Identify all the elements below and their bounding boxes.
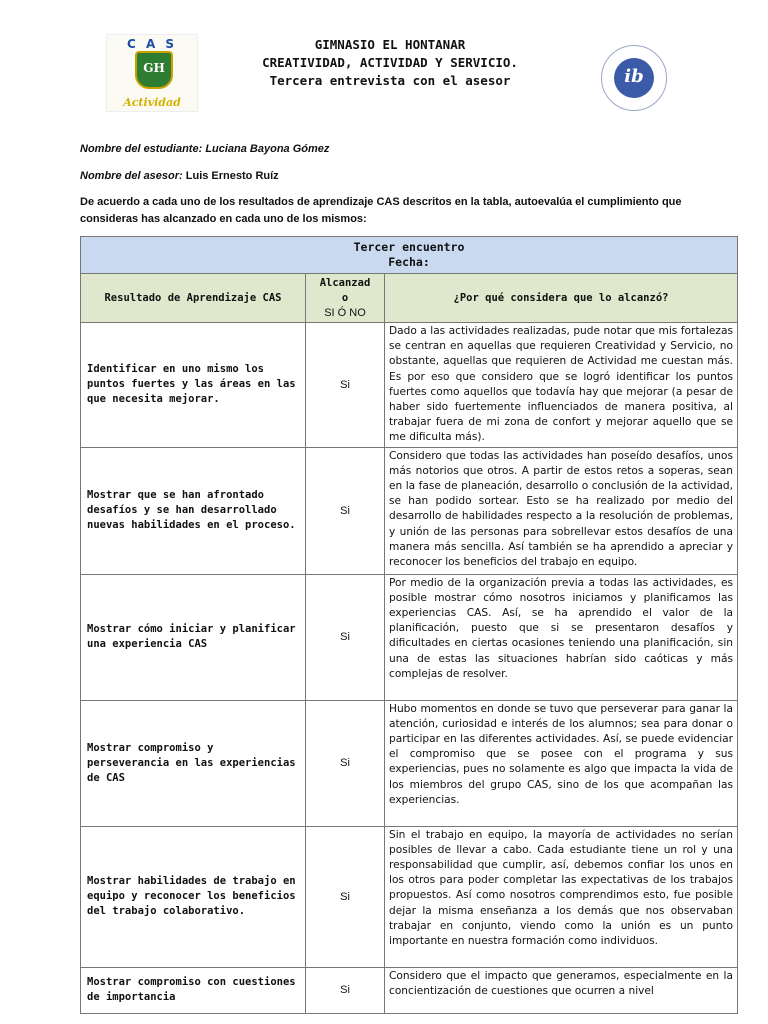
reason-cell: Considero que el impacto que generamos, especialmente en la concientización de cuestiones que ocurren a nivel [385, 967, 738, 1013]
cas-logo [106, 34, 198, 112]
table-row [81, 826, 738, 967]
document-subtitle: Tercera entrevista con el asesor [269, 73, 511, 88]
advisor-name: Luis Ernesto Ruíz [185, 170, 279, 182]
program-name: CREATIVIDAD, ACTIVIDAD Y SERVICIO. [262, 55, 518, 70]
reason-cell: Considero que todas las actividades han poseído desafíos, unos más notorios que otros. A partir de estos retos a soperas, sean en la fase de planeación, desarrollo o conclusión de la actividad, se han podido sortear. Esto se ha realizado por medio del desarrollo de habilidades respecto a la resolución de problemas, y unión de las personas para sobrellevar estos desafíos de una manera más sencilla. Así también se ha aprendido a apreciar y reconocer los beneficios del trabajo en equipo. [385, 447, 738, 574]
header-titles [200, 36, 580, 90]
table-header-row [81, 274, 738, 323]
reason-cell: Dado a las actividades realizadas, pude notar que mis fortalezas se centran en aquellas que requieren Creatividad y Servicio, no obstante, aquellas que requieren de Actividad me cuestan más. Es por eso que considero que se logró identificar los puntos fuertes como aquellos que todavía hay que mejorar (a pesar de haber sido fuertemente influenciados de manera positiva, al trabajar fuera de mi zona de confort y mejorar aquello que se me dificulta más). [385, 323, 738, 448]
header-reason: ¿Por qué considera que lo alcanzó? [385, 274, 738, 323]
ib-logo-icon [614, 58, 654, 98]
ib-logo-letters: ib [624, 66, 644, 87]
achieved-cell: Si [306, 826, 385, 967]
table-row [81, 967, 738, 1013]
document-header [0, 34, 768, 124]
reason-cell: Por medio de la organización previa a todas las actividades, es posible mostrar cómo nosotros iniciamos y planificamos las experiencias CAS. Así, se ha aprendido el valor de la planificación, puesto que si se presentaron desafíos y dificultades en ciertas ocasiones teniendo una planificación, sin una de estas las situaciones habrían sido caóticas y más complejas de resolver. [385, 574, 738, 700]
outcome-cell: Mostrar habilidades de trabajo en equipo y reconocer los beneficios del trabajo colaborativo. [81, 826, 306, 967]
header-outcome: Resultado de Aprendizaje CAS [81, 274, 306, 323]
student-name: Luciana Bayona Gómez [205, 143, 330, 155]
outcome-cell: Mostrar cómo iniciar y planificar una experiencia CAS [81, 574, 306, 700]
table-caption-row [81, 237, 738, 274]
achieved-cell: Si [306, 323, 385, 448]
outcome-cell: Mostrar que se han afrontado desafíos y se han desarrollado nuevas habilidades en el proceso. [81, 447, 306, 574]
reason-cell: Sin el trabajo en equipo, la mayoría de actividades no serían posibles de llevar a cabo. Cada estudiante tiene un rol y una responsabilidad que cumplir, así, debemos confiar los unos en los otros para poder completar las expectativas de los trabajos propuestos. Así como nosotros comprendimos esto, fue posible dejar la misma enseñanza a los demás que nos observaban trabajar en conjunto, viendo como la unión es un punto importante en nuestra formación como individuos. [385, 826, 738, 967]
student-name-line [80, 143, 740, 155]
instructions: De acuerdo a cada uno de los resultados de aprendizaje CAS descritos en la tabla, autoevalúa el cumplimiento que consideras has alcanzado en cada uno de los mismos: [80, 196, 682, 225]
school-name: GIMNASIO EL HONTANAR [314, 37, 466, 52]
achieved-cell: Si [306, 967, 385, 1013]
table-row [81, 700, 738, 826]
cas-outcomes-table [80, 236, 738, 1014]
outcome-cell: Mostrar compromiso con cuestiones de importancia [81, 967, 306, 1013]
cas-logo-left-border [115, 49, 129, 93]
header-achieved-line1: Alcanzad [319, 276, 371, 289]
table-row [81, 574, 738, 700]
table-row [81, 323, 738, 448]
outcome-cell: Mostrar compromiso y perseverancia en las experiencias de CAS [81, 700, 306, 826]
encounter-title: Tercer encuentro [353, 240, 465, 254]
student-label: Nombre del estudiante: [80, 143, 203, 155]
shield-letters: GH [143, 61, 165, 75]
cas-logo-right-border [175, 49, 189, 93]
header-achieved [306, 274, 385, 323]
cas-logo-caption: Actividad [123, 96, 181, 109]
shield-icon [135, 51, 173, 89]
ib-logo [601, 45, 667, 111]
table-row [81, 447, 738, 574]
achieved-cell: Si [306, 447, 385, 574]
header-achieved-line2: o [341, 291, 349, 304]
table-caption [81, 237, 738, 274]
header-achieved-line3: SI Ó NO [324, 306, 366, 319]
reason-cell: Hubo momentos en donde se tuvo que perseverar para ganar la atención, curiosidad e interés de los alumnos; sea para donar o participar en las diferentes actividades. Así, se puede evidenciar el compromiso que se posee con el programa y sus experiencias, pues no solamente es algo que impacta la vida de los miembros del grupo CAS, sino de los que acompañan las experiencias. [385, 700, 738, 826]
achieved-cell: Si [306, 700, 385, 826]
cas-logo-text: C A S [126, 37, 178, 51]
date-label: Fecha: [388, 255, 430, 269]
advisor-name-line [80, 170, 740, 182]
achieved-cell: Si [306, 574, 385, 700]
outcome-cell: Identificar en uno mismo los puntos fuertes y las áreas en las que necesita mejorar. [81, 323, 306, 448]
advisor-label: Nombre del asesor: [80, 170, 183, 182]
